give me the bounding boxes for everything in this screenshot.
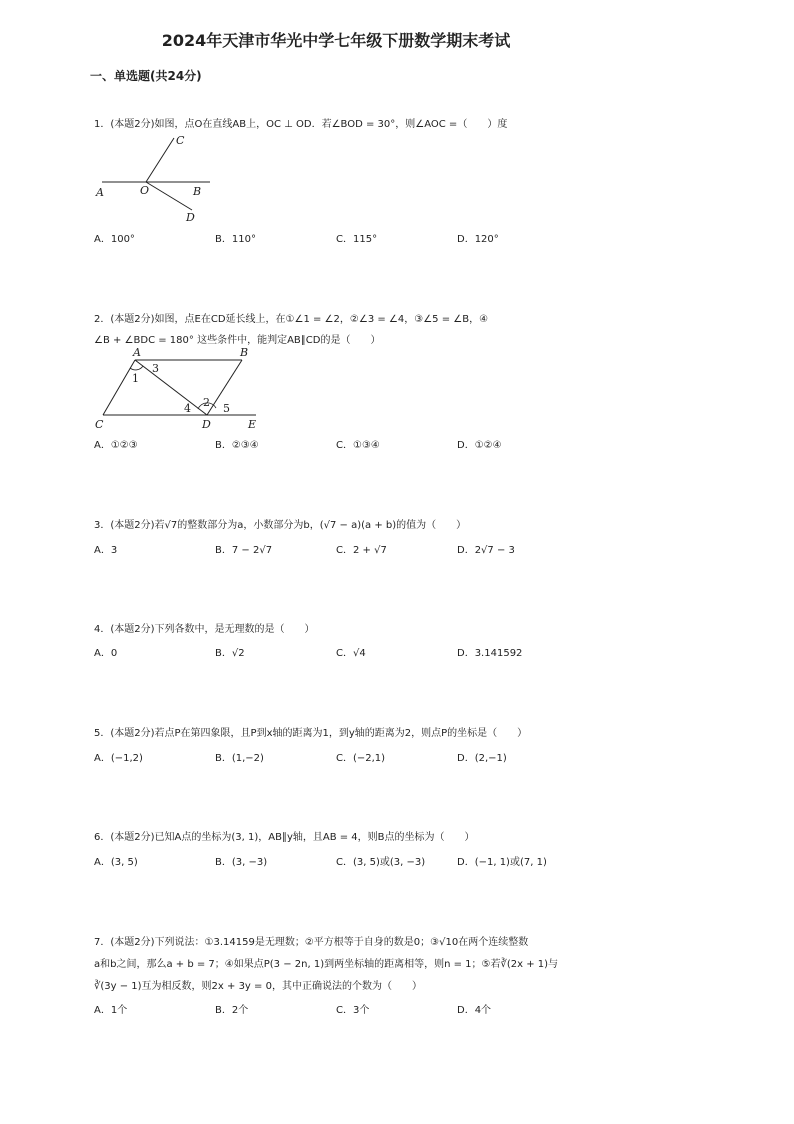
question-6-option-c[interactable]: C．(3, 5)或(3, −3): [336, 857, 426, 868]
question-3-option-a[interactable]: A．3: [94, 545, 118, 556]
question-1-figure: [90, 128, 220, 228]
question-2-stem-line-2: ∠B + ∠BDC = 180° 这些条件中，能判定AB∥CD的是（ ）: [94, 335, 381, 346]
figure-label-B: B: [193, 185, 202, 198]
question-7-option-c[interactable]: C．3个: [336, 1005, 370, 1016]
question-6-option-d[interactable]: D．(−1, 1)或(7, 1): [457, 857, 547, 868]
figure-label-D: D: [186, 211, 195, 224]
question-5-option-a[interactable]: A．(−1,2): [94, 753, 143, 764]
figure-angle-3: 3: [152, 362, 159, 375]
question-7-option-d[interactable]: D．4个: [457, 1005, 492, 1016]
question-4-option-a[interactable]: A．0: [94, 648, 118, 659]
figure-angle-1: 1: [132, 372, 139, 385]
section-heading: 一、单选题(共24分): [90, 69, 202, 83]
figure-label-D: D: [202, 418, 211, 431]
figure-label-B: B: [240, 346, 249, 359]
figure-angle-2: 2: [203, 396, 210, 409]
question-2-option-b[interactable]: B．②③④: [215, 440, 259, 451]
question-2-option-c[interactable]: C．①③④: [336, 440, 380, 451]
question-7-option-a[interactable]: A．1个: [94, 1005, 128, 1016]
question-3-option-c[interactable]: C．2 + √7: [336, 545, 387, 556]
question-2-figure: [90, 346, 270, 432]
question-2-option-d[interactable]: D．①②④: [457, 440, 502, 451]
question-5-option-b[interactable]: B．(1,−2): [215, 753, 264, 764]
question-7-stem-line-1: 7．(本题2分)下列说法：①3.14159是无理数；②平方根等于自身的数是0；③√10在两个连续整数: [94, 937, 529, 948]
question-1-option-a[interactable]: A．100°: [94, 234, 135, 245]
figure-label-C: C: [176, 134, 185, 147]
question-3-option-b[interactable]: B．7 − 2√7: [215, 545, 273, 556]
figure-angle-5: 5: [223, 402, 230, 415]
figure-label-A: A: [133, 346, 141, 359]
question-3-stem: 3．(本题2分)若√7的整数部分为a，小数部分为b，(√7 − a)(a + b)的值为（ ）: [94, 520, 467, 531]
question-6-option-b[interactable]: B．(3, −3): [215, 857, 268, 868]
question-5-option-c[interactable]: C．(−2,1): [336, 753, 386, 764]
question-5-option-d[interactable]: D．(2,−1): [457, 753, 507, 764]
figure-label-E: E: [248, 418, 257, 431]
question-3-option-d[interactable]: D．2√7 − 3: [457, 545, 515, 556]
question-5-stem: 5．(本题2分)若点P在第四象限，且P到x轴的距离为1，到y轴的距离为2，则点P的坐标是（ ）: [94, 728, 528, 739]
question-6-stem: 6．(本题2分)已知A点的坐标为(3, 1)，AB∥y轴，且AB = 4，则B点的坐标为（ ）: [94, 832, 475, 843]
question-1-option-c[interactable]: C．115°: [336, 234, 378, 245]
question-7-stem-line-3: ∛(3y − 1)互为相反数，则2x + 3y = 0，其中正确说法的个数为（ ）: [94, 981, 422, 992]
question-1-option-b[interactable]: B．110°: [215, 234, 256, 245]
figure-label-O: O: [140, 184, 150, 197]
page-title: 2024年天津市华光中学七年级下册数学期末考试: [161, 31, 511, 50]
question-4-option-d[interactable]: D．3.141592: [457, 648, 523, 659]
figure-label-C: C: [95, 418, 104, 431]
question-7-option-b[interactable]: B．2个: [215, 1005, 249, 1016]
question-4-option-b[interactable]: B．√2: [215, 648, 245, 659]
question-7-stem-line-2: a和b之间，那么a + b = 7；④如果点P(3 − 2n, 1)到两坐标轴的距离相等，则n = 1；⑤若∛(2x + 1)与: [94, 959, 559, 970]
question-4-stem: 4．(本题2分)下列各数中，是无理数的是（ ）: [94, 624, 315, 635]
question-2-stem-line-1: 2．(本题2分)如图，点E在CD延长线上，在①∠1 = ∠2，②∠3 = ∠4，③∠5 = ∠B，④: [94, 314, 489, 325]
question-4-option-c[interactable]: C．√4: [336, 648, 366, 659]
figure-angle-4: 4: [184, 402, 191, 415]
question-1-option-d[interactable]: D．120°: [457, 234, 499, 245]
question-1-stem: 1．(本题2分)如图，点O在直线AB上，OC ⊥ OD．若∠BOD = 30°，则∠AOC =（ ）度: [94, 119, 508, 130]
question-2-option-a[interactable]: A．①②③: [94, 440, 138, 451]
question-6-option-a[interactable]: A．(3, 5): [94, 857, 138, 868]
figure-label-A: A: [96, 186, 104, 199]
